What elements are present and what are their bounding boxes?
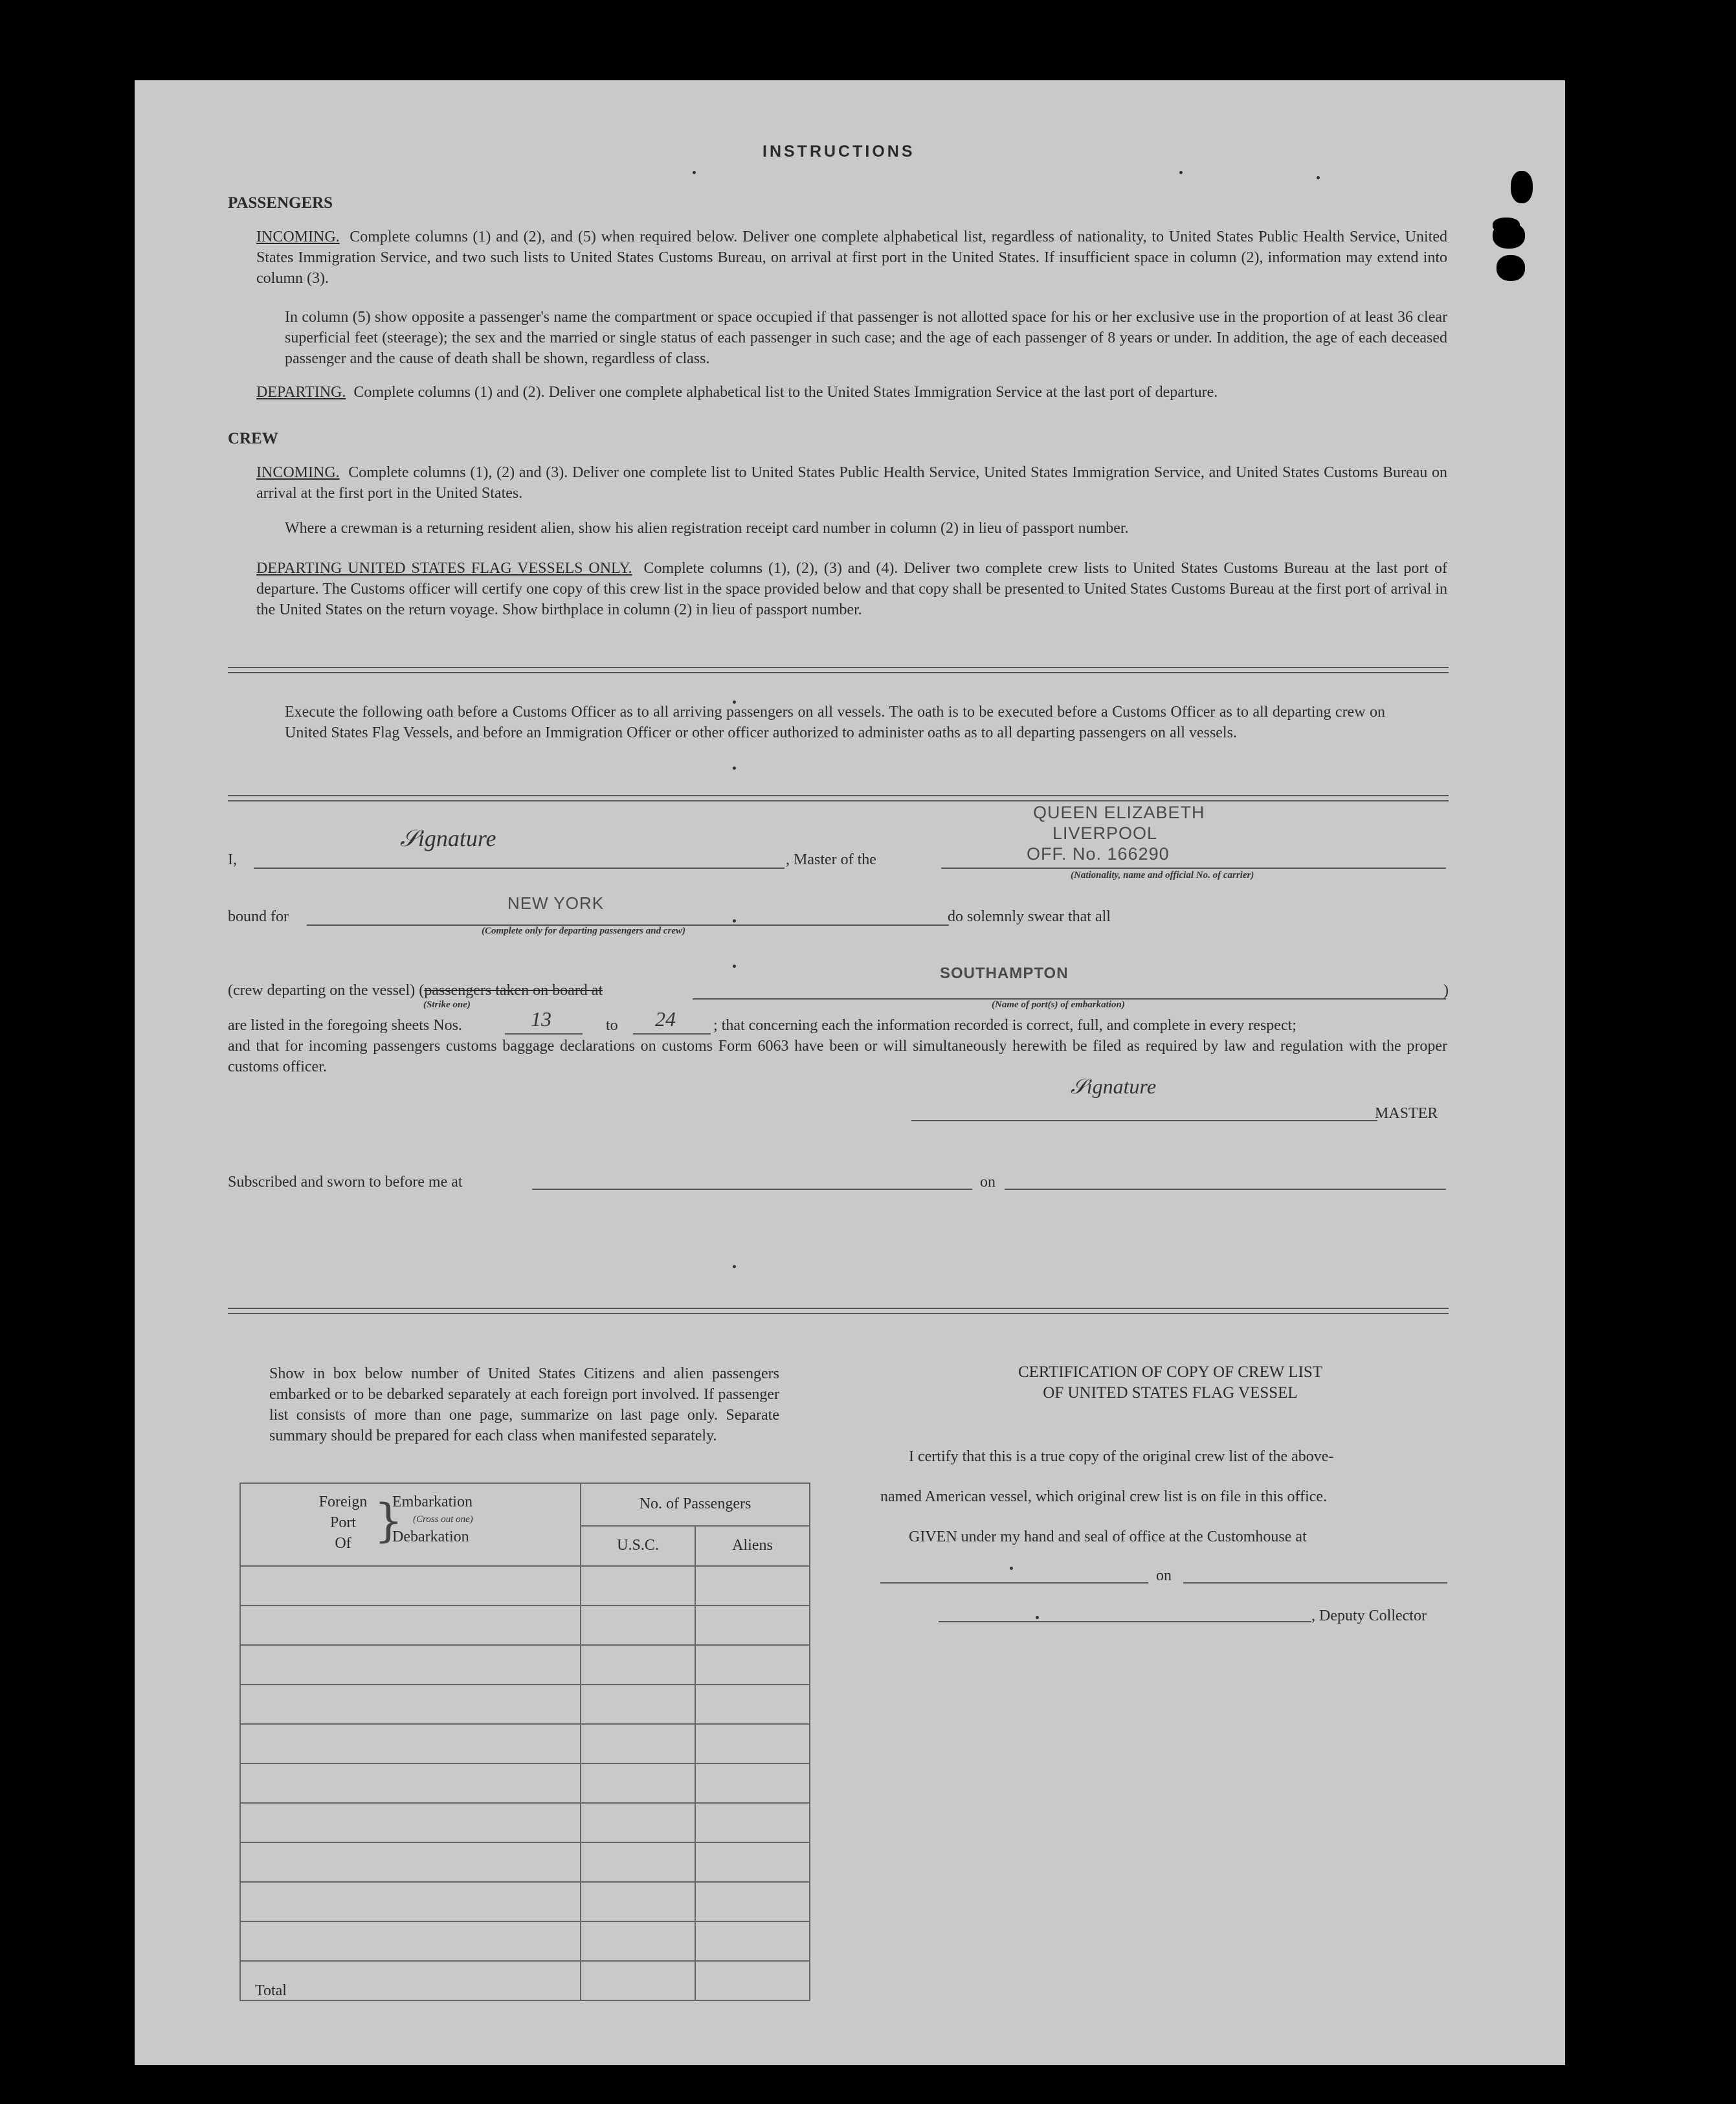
summary-row (240, 1763, 810, 1803)
cert-title-line2: OF UNITED STATES FLAG VESSEL (1043, 1384, 1298, 1402)
master-signature-1: 𝒮ignature (400, 825, 496, 851)
speck (1179, 171, 1183, 174)
summary-row (240, 1566, 810, 1606)
instructions-title: INSTRUCTIONS (762, 142, 915, 161)
speck (1036, 1616, 1039, 1619)
passengers-incoming-text: Complete columns (1) and (2), and (5) when required below. Deliver one complete alphabetical list, regardless of nationality, to United States Public Health Service, United States Immigration Service, and two such lists to United States Customs Bureau, on arrival at first port in the United States. If insufficient space in column (2), information may extend into column (3). (256, 229, 1447, 287)
summary-cell-usc[interactable] (581, 1763, 695, 1803)
swear-text: do solemnly swear that all (948, 908, 1111, 925)
col-crossout: (Cross out one) (413, 1514, 473, 1525)
continuation-text: and that for incoming passengers customs baggage declarations on customs Form 6063 have been or will simultaneously herewith be filed as required by law and regulation with the proper customs officer. (228, 1038, 1447, 1075)
to-label: to (606, 1017, 618, 1034)
cert-date-line (1183, 1582, 1447, 1584)
master-label: MASTER (1375, 1105, 1438, 1122)
sheet-from-value: 13 (531, 1007, 551, 1031)
cert-place-line (880, 1582, 1148, 1584)
crew-departing-paragraph (256, 558, 1447, 620)
ink-blot (1511, 171, 1533, 203)
oath-i-label: I, (228, 851, 237, 868)
summary-cell-port[interactable] (240, 1684, 581, 1724)
summary-cell-usc[interactable] (581, 1803, 695, 1842)
strike-caption: (Strike one) (423, 1000, 471, 1010)
summary-total-row (240, 1961, 810, 2000)
summary-row (240, 1921, 810, 1961)
summary-cell-usc[interactable] (581, 1684, 695, 1724)
passengers-incoming-paragraph (256, 227, 1447, 289)
speck (1010, 1567, 1013, 1570)
crew-departing-label: DEPARTING UNITED STATES FLAG VESSELS ONLY. (256, 560, 632, 577)
vessel-name-stamp: QUEEN ELIZABETH (1033, 803, 1205, 822)
embark-caption: (Name of port(s) of embarkation) (992, 1000, 1125, 1010)
total-aliens-cell[interactable] (695, 1961, 810, 2000)
speck (733, 700, 736, 704)
cert-given: GIVEN under my hand and seal of office at the Customhouse at (909, 1528, 1307, 1545)
summary-instructions: Show in box below number of United States Citizens and alien passengers embarked or to be debarked separately at each foreign port involved. If passenger list consists of more than one page, summarize on last page only. Separate summary should be prepared for each class when manifested separately. (269, 1365, 779, 1444)
cert-line1: I certify that this is a true copy of the original crew list of the above- (909, 1448, 1334, 1465)
crew-incoming-label: INCOMING. (256, 464, 340, 481)
speck (733, 919, 736, 923)
speck (733, 767, 736, 770)
summary-cell-usc[interactable] (581, 1606, 695, 1645)
vessel-caption: (Nationality, name and official No. of carrier) (1071, 870, 1254, 880)
passengers-departing-text: Complete columns (1) and (2). Deliver one complete alphabetical list to the United States Immigration Service at the last port of departure. (353, 384, 1218, 401)
passengers-incoming-label: INCOMING. (256, 229, 340, 245)
subscribed-place-line (532, 1189, 972, 1190)
ink-blot (1497, 255, 1525, 281)
summary-cell-usc[interactable] (581, 1842, 695, 1882)
crew-resident-paragraph: Where a crewman is a returning resident alien, show his alien registration receipt card number in column (2) in lieu of passport number. (285, 520, 1129, 537)
embark-port-stamp: SOUTHAMPTON (940, 965, 1069, 982)
summary-cell-aliens[interactable] (695, 1842, 810, 1882)
listed-text: are listed in the foregoing sheets Nos. (228, 1017, 462, 1034)
embark-close-paren: ) (1443, 982, 1449, 999)
cert-line2: named American vessel, which original crew list is on file in this office. (880, 1488, 1328, 1505)
port-header-left (317, 1492, 369, 1554)
sheet-from-line (505, 1033, 583, 1035)
summary-cell-port[interactable] (240, 1763, 581, 1803)
summary-cell-usc[interactable] (581, 1645, 695, 1684)
summary-cell-aliens[interactable] (695, 1921, 810, 1961)
summary-cell-port[interactable] (240, 1882, 581, 1921)
summary-cell-port[interactable] (240, 1724, 581, 1763)
vessel-port-stamp: LIVERPOOL (1052, 823, 1158, 843)
col-embarkation: Embarkation (392, 1494, 473, 1510)
certification-title (970, 1362, 1371, 1404)
summary-row (240, 1684, 810, 1724)
crew-departing-text-label: (crew departing on the vessel) ( (228, 982, 425, 999)
total-label: Total (255, 1982, 287, 1999)
brace-icon: } (374, 1494, 403, 1547)
cert-title-line1: CERTIFICATION OF COPY OF CREW LIST (1018, 1363, 1323, 1381)
summary-row (240, 1606, 810, 1645)
summary-cell-aliens[interactable] (695, 1645, 810, 1684)
bound-for-stamp: NEW YORK (507, 893, 605, 913)
cert-on-label: on (1156, 1567, 1172, 1584)
summary-cell-aliens[interactable] (695, 1566, 810, 1606)
summary-cell-aliens[interactable] (695, 1724, 810, 1763)
master-name-line (254, 867, 785, 869)
deputy-sign-line (939, 1621, 1311, 1622)
total-label-cell (240, 1961, 581, 2000)
deputy-label: , Deputy Collector (1311, 1607, 1427, 1624)
vessel-line (941, 867, 1446, 869)
summary-cell-usc[interactable] (581, 1882, 695, 1921)
speck (1317, 176, 1320, 179)
summary-header-row-1 (240, 1483, 810, 1526)
document-sheet (135, 80, 1565, 2065)
vessel-offno-stamp: OFF. No. 166290 (1027, 844, 1170, 864)
speck (733, 1265, 736, 1268)
summary-cell-aliens[interactable] (695, 1606, 810, 1645)
summary-row (240, 1842, 810, 1882)
column5-paragraph: In column (5) show opposite a passenger's name the compartment or space occupied if that passenger is not allotted space for his or her exclusive use in the proportion of at least 36 clear superficial feet (steerage); the sex and the married or single status of each passenger in such case; and the age of each passenger of 8 years or under. In addition, the age of each deceased passenger and the cause of death shall be shown, regardless of class. (285, 309, 1447, 367)
summary-cell-port[interactable] (240, 1566, 581, 1606)
port-header-right (392, 1492, 473, 1547)
summary-row (240, 1803, 810, 1842)
master-sign-line (911, 1120, 1377, 1121)
sheet-to-line (633, 1033, 711, 1035)
speck (693, 171, 696, 174)
bound-for-caption: (Complete only for departing passengers and crew) (482, 926, 685, 936)
passengers-header-cell: No. of Passengers (581, 1483, 810, 1526)
summary-cell-port[interactable] (240, 1606, 581, 1645)
passengers-departing-paragraph (256, 382, 1447, 403)
passenger-summary-table (239, 1483, 810, 2001)
summary-row (240, 1645, 810, 1684)
summary-cell-port[interactable] (240, 1921, 581, 1961)
col-foreign: Foreign (318, 1494, 368, 1510)
crew-incoming-paragraph (256, 462, 1447, 504)
crew-incoming-text: Complete columns (1), (2) and (3). Deliver one complete list to United States Public Health Service, United States Immigration Service, and United States Customs Bureau on arrival at the first port in the United States. (256, 464, 1448, 502)
summary-cell-port[interactable] (240, 1803, 581, 1842)
master-of-label: , Master of the (786, 851, 876, 868)
concerning-text: ; that concerning each the information recorded is correct, full, and complete in every respect; (713, 1017, 1296, 1034)
strike-text: passengers taken on board at (424, 982, 603, 999)
summary-row (240, 1882, 810, 1921)
subscribed-on-label: on (980, 1174, 996, 1191)
crew-departing-text: Complete columns (1), (2), (3) and (4). Deliver two complete crew lists to United States Customs Bureau at the last port of departure. The Customs officer will certify one copy of this crew list in the space provided below and that copy shall be presented to United States Customs Bureau at the first port of arrival in the United States on the return voyage. Show birthplace in column (2) in lieu of passport number. (256, 560, 1447, 618)
crew-departing-prefix (228, 980, 603, 1001)
summary-cell-usc[interactable] (581, 1724, 695, 1763)
summary-cell-aliens[interactable] (695, 1882, 810, 1921)
divider-double (228, 795, 1449, 801)
summary-cell-port[interactable] (240, 1645, 581, 1684)
col-of: Of (335, 1535, 351, 1552)
oath-intro-paragraph: Execute the following oath before a Customs Officer as to all arriving passengers on all vessels. The oath is to be executed before a Customs Officer as to all departing crew on United States Flag Vessels, and before an Immigration Officer or other officer authorized to administer oaths as to all departing passengers on all vessels. (285, 704, 1385, 741)
summary-cell-aliens[interactable] (695, 1763, 810, 1803)
aliens-header-cell: Aliens (695, 1526, 810, 1566)
col-debarkation: Debarkation (392, 1528, 469, 1545)
summary-cell-aliens[interactable] (695, 1684, 810, 1724)
sheet-to-value: 24 (655, 1007, 676, 1031)
summary-cell-port[interactable] (240, 1842, 581, 1882)
summary-cell-usc[interactable] (581, 1566, 695, 1606)
ink-blot (1493, 218, 1520, 233)
speck (733, 965, 736, 968)
subscribed-date-line (1005, 1189, 1446, 1190)
bound-for-label: bound for (228, 908, 289, 925)
summary-row (240, 1724, 810, 1763)
port-header-cell (240, 1483, 581, 1566)
summary-cell-aliens[interactable] (695, 1803, 810, 1842)
total-usc-cell[interactable] (581, 1961, 695, 2000)
divider-double (228, 667, 1449, 673)
col-port: Port (329, 1514, 356, 1531)
crew-heading: CREW (228, 430, 278, 447)
passengers-heading: PASSENGERS (228, 194, 333, 212)
usc-header-cell: U.S.C. (581, 1526, 695, 1566)
master-signature-2: 𝒮ignature (1071, 1075, 1157, 1098)
divider-double (228, 1308, 1449, 1314)
subscribed-text: Subscribed and sworn to before me at (228, 1174, 463, 1191)
summary-cell-usc[interactable] (581, 1921, 695, 1961)
passengers-departing-label: DEPARTING. (256, 384, 346, 401)
